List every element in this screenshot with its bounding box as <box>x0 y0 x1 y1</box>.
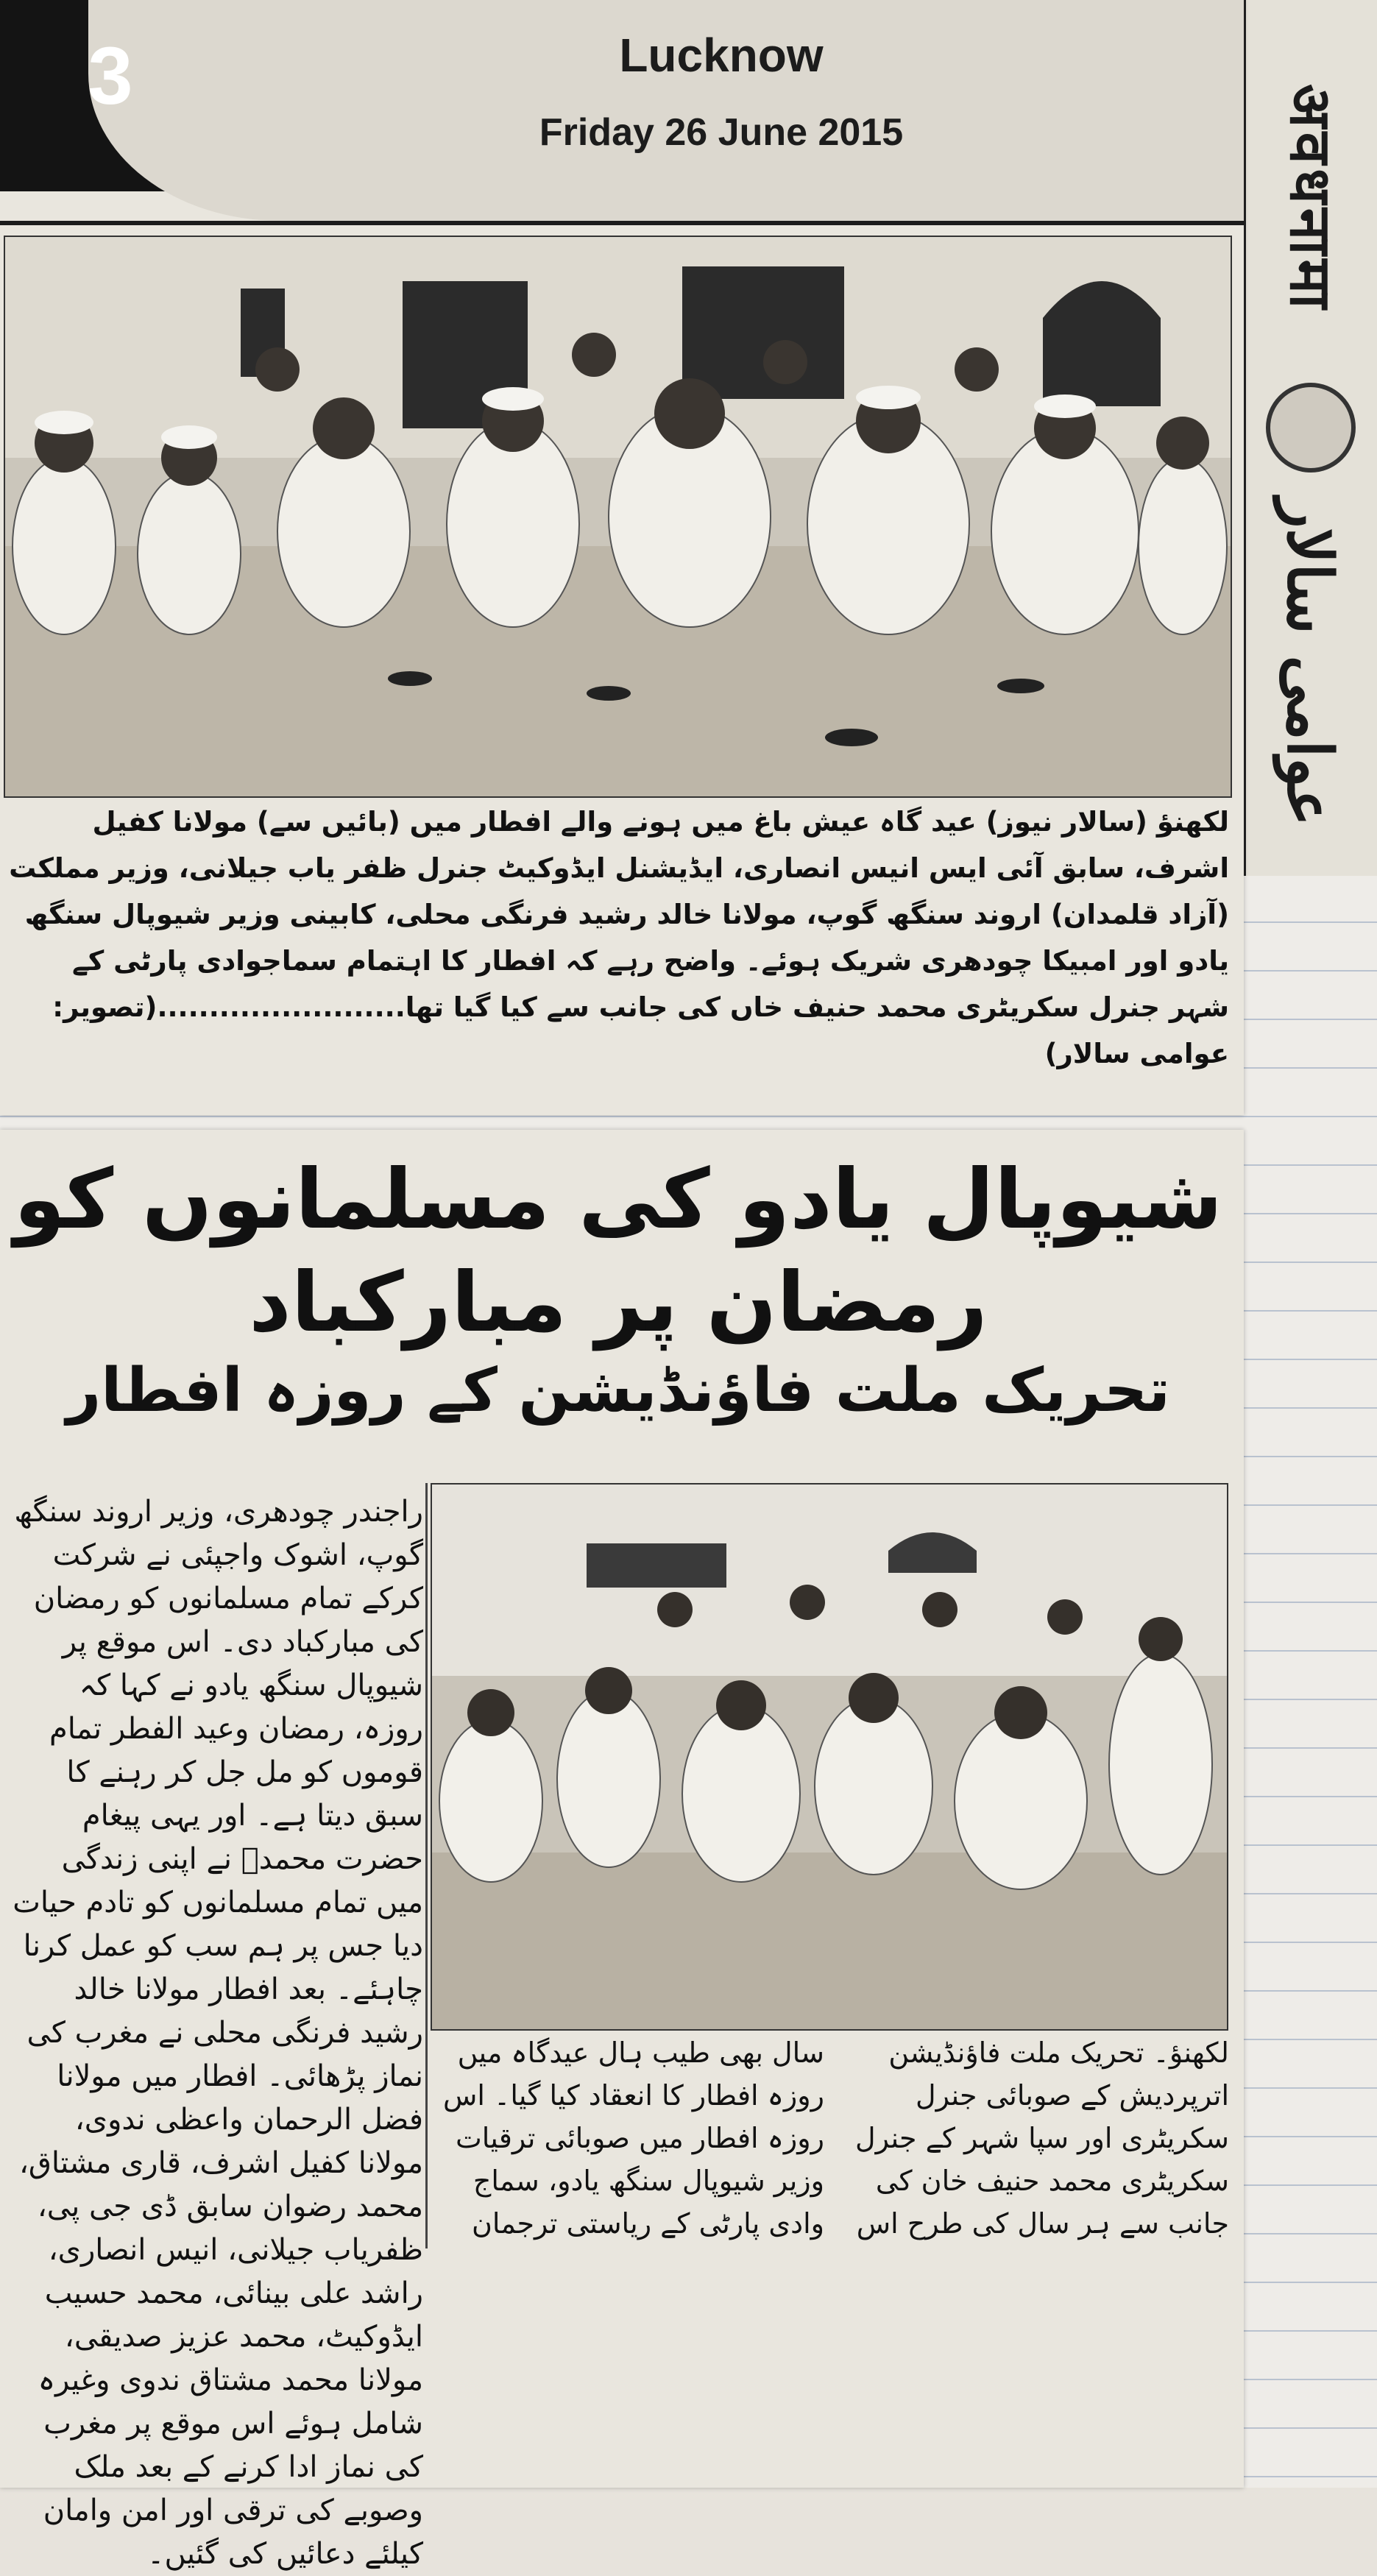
header-rule <box>0 221 1244 225</box>
page-number: 3 <box>88 31 133 121</box>
article-caption-right: لکھنؤ۔ تحریک ملت فاؤنڈیشن اترپردیش کے صوبائی جنرل سکریٹری اور سپا شہر کے جنرل سکریٹری محمد حنیف خان کی جانب سے ہر سال کی طرح اس <box>854 2037 1229 2240</box>
iftar-photo-bottom <box>431 1483 1228 2031</box>
article-body-column: راجندر چودھری، وزیر اروند سنگھ گوپ، اشوک واجپئی نے شرکت کرکے تمام مسلمانوں کو رمضان کی مبارکباد دی۔ اس موقع پر شیوپال سنگھ یادو نے کہا کہ روزہ، رمضان وعید الفطر تمام قوموں کو مل جل کر رہنے کا سبق دیتا ہے۔ اور یہی پیغام حضرت محمدؐ نے اپنی زندگی میں تمام مسلمانوں کو تادم حیات دیا جس پر ہم سب کو عمل کرنا چاہئے۔ بعد افطار مولانا خالد رشید فرنگی محلی نے مغرب کی نماز پڑھائی۔ افطار میں مولانا فضل الرحمان واعظی ندوی، مولانا کفیل اشرف، قاری مشتاق، محمد رضوان سابق ڈی جی پی، ظفریاب جیلانی، انیس انصاری، راشد علی بینائی، محمد حسیب ایڈوکیٹ، محمد عزیز صدیقی، مولانا محمد مشتاق ندوی وغیرہ شامل ہوئے اس موقع پر مغرب کی نماز ادا کرنے کے بعد ملک وصوبے کی ترقی اور امن وامان کیلئے دعائیں کی گئیں۔ <box>13 1495 423 2571</box>
article-headline: شیوپال یادو کی مسلمانوں کو رمضان پر مبارکباد <box>13 1152 1223 1351</box>
masthead-hindi-title: अवधनामा <box>1277 84 1344 314</box>
column-divider <box>425 1483 428 2248</box>
edition-date: Friday 26 June 2015 <box>539 111 904 154</box>
edition-city: Lucknow <box>619 29 824 82</box>
top-clipping <box>0 0 1244 1115</box>
article-caption-middle: سال بھی طیب ہال عیدگاہ میں روزہ افطار کا انعقاد کیا گیا۔ اس روزہ افطار میں صوبائی ترقیات وزیر شیوپال سنگھ یادو، سماج وادی پارٹی کے ریاستی ترجمان <box>443 2037 824 2240</box>
iftar-photo-top <box>4 236 1232 798</box>
article-clipping <box>0 1130 1244 2571</box>
masthead-urdu-title: عوامی سالار <box>1273 498 1347 827</box>
article-subheadline: تحریک ملت فاؤنڈیشن کے روزہ افطار <box>66 1356 1170 1426</box>
top-photo-caption: لکھنؤ (سالار نیوز) عید گاہ عیش باغ میں ہونے والے افطار میں (بائیں سے) مولانا کفیل اشرف، سابق آئی ایس انیس انصاری، ایڈیشنل ایڈوکیٹ جنرل ظفر یاب جیلانی، وزیر مملکت (آزاد قلمدان) اروند سنگھ گوپ، مولانا خالد رشید فرنگی محلی، کابینی وزیر شیوپال سنگھ یادو اور امبیکا چودھری شریک ہوئے۔ واضح رہے کہ افطار کا اہتمام سماجوادی پارٹی کے شہر جنرل سکریٹری محمد حنیف خاں کی جانب سے کیا گیا تھا........................(تصویر: عوامی سالار) <box>9 806 1229 1069</box>
